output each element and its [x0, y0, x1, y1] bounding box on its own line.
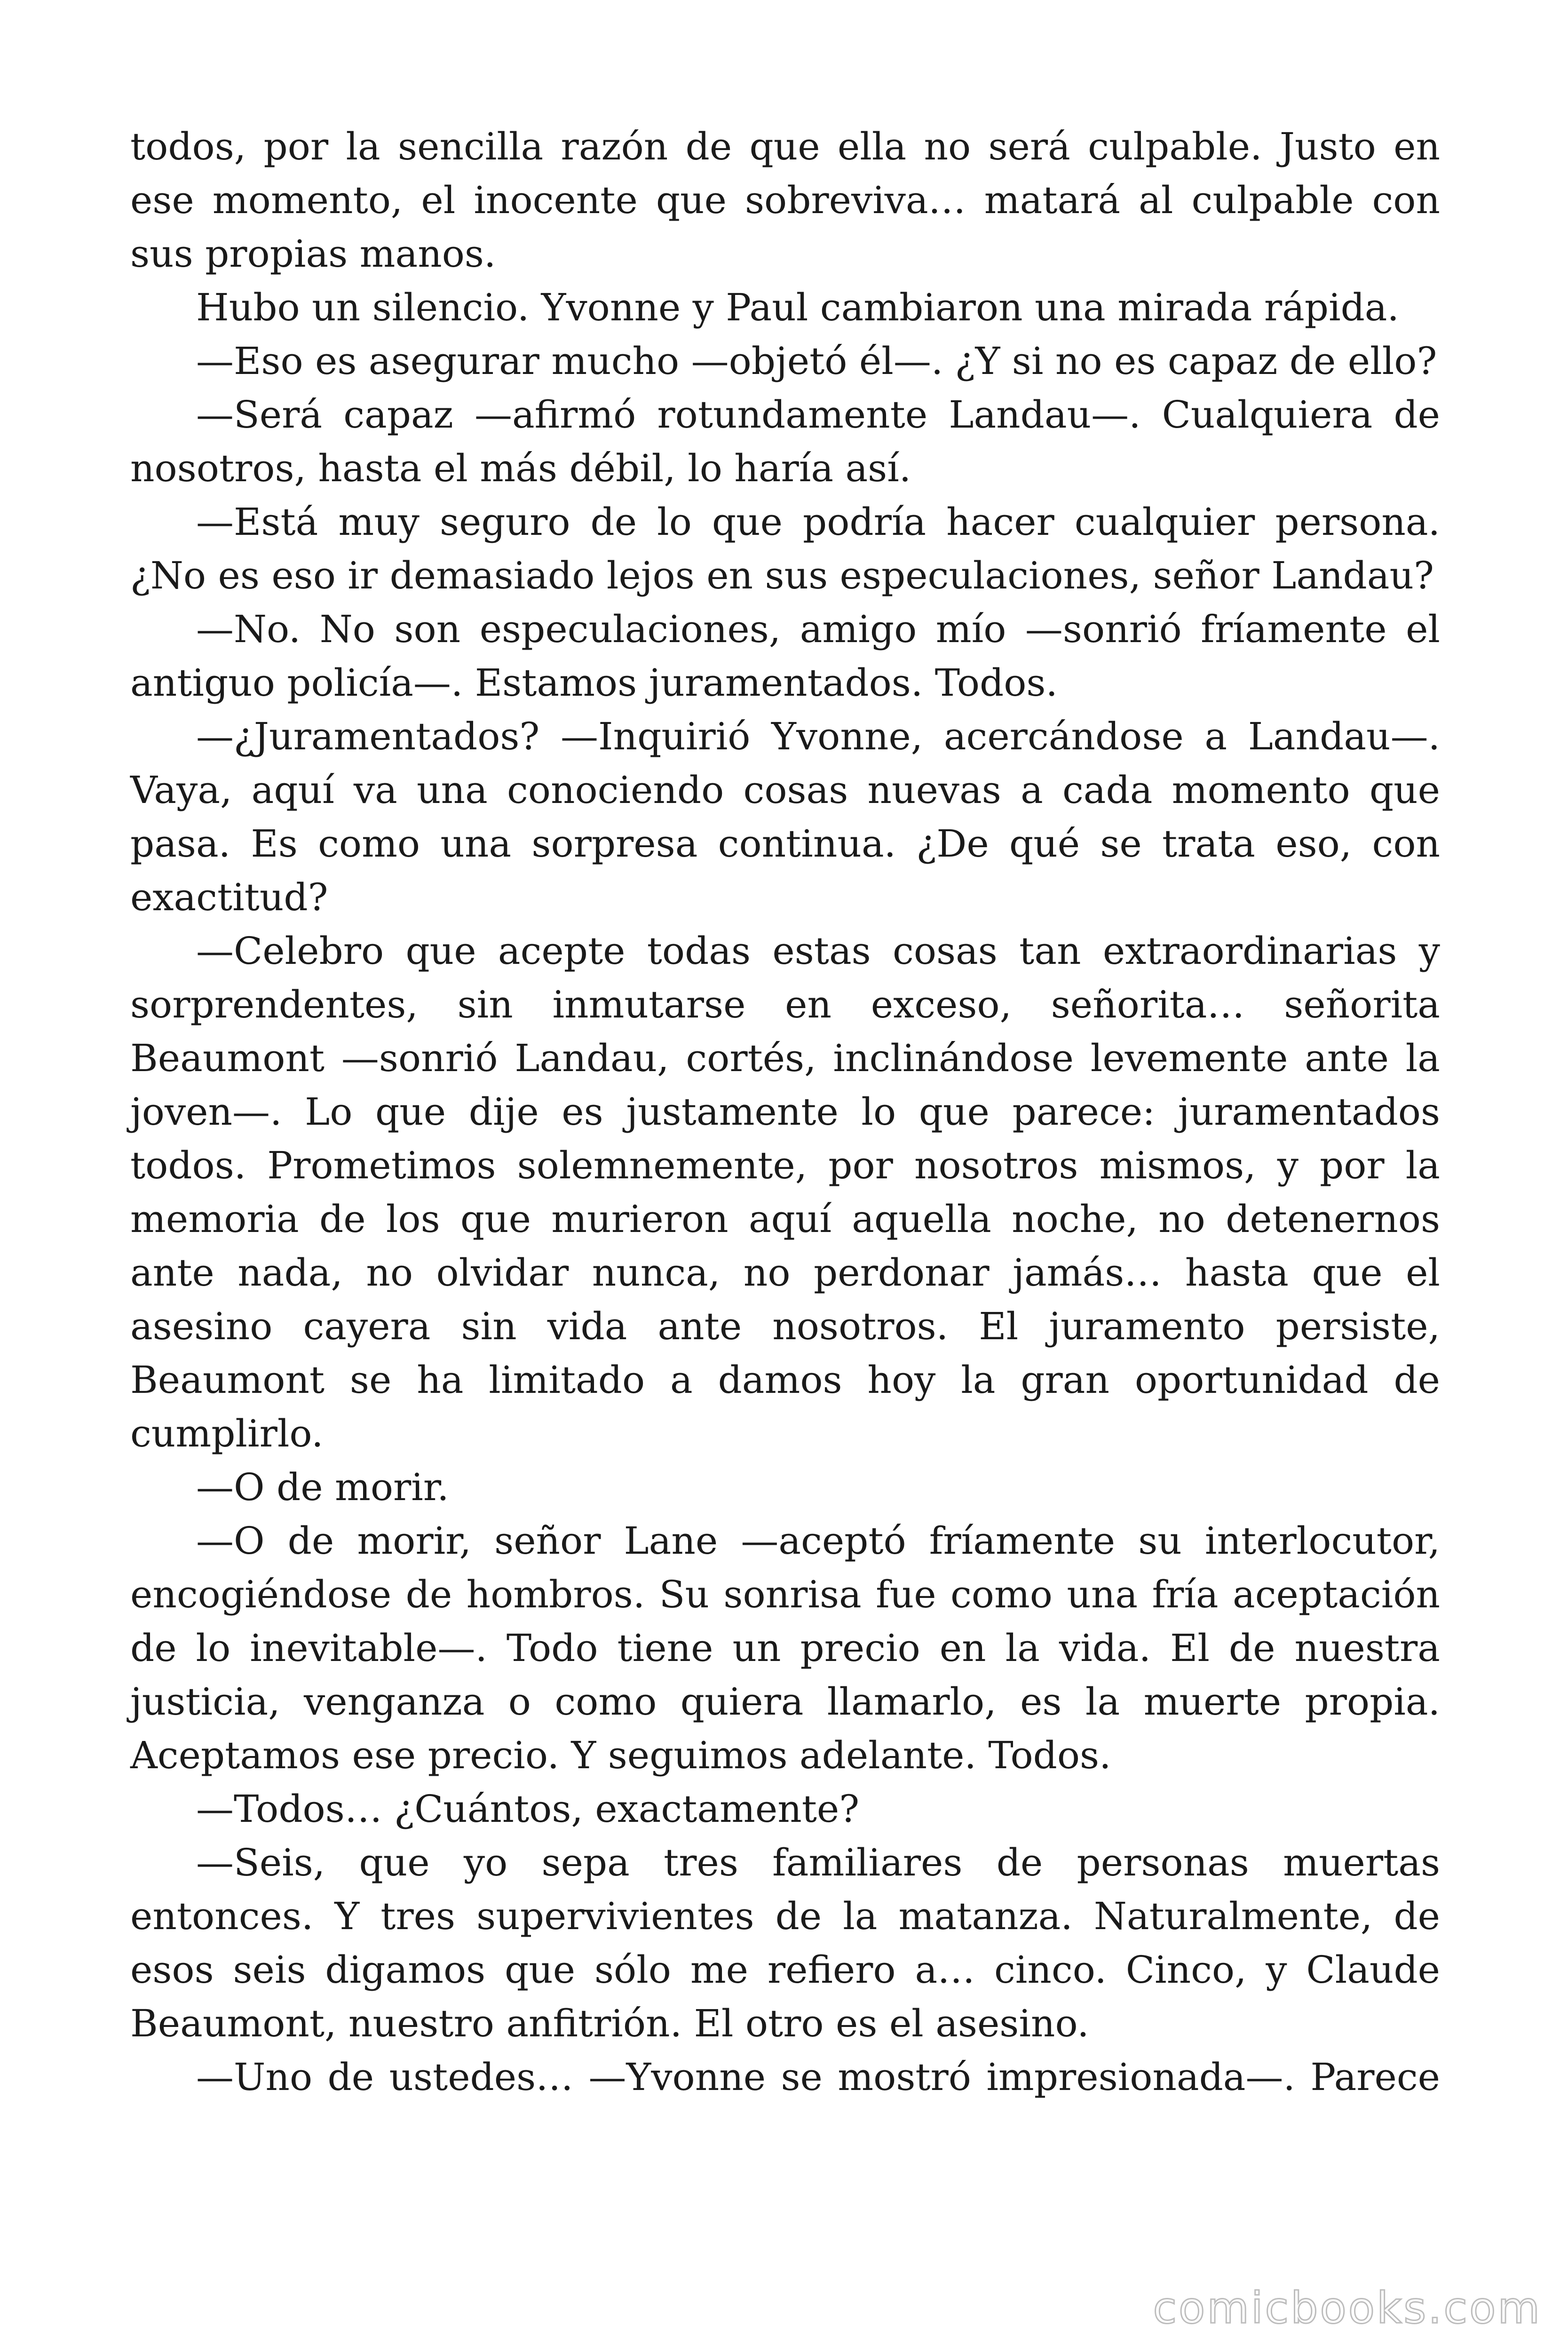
paragraph: —Eso es asegurar mucho —objetó él—. ¿Y si no es capaz de ello?: [196, 339, 1437, 383]
paragraph: todos, por la sencilla razón de que ella no será culpable. Justo en ese momento, el inocente que sobreviva… matará al culpable con sus propias manos.: [130, 125, 1440, 276]
paragraph: —Seis, que yo sepa tres familiares de personas muertas entonces. Y tres supervivientes de la matanza. Naturalmente, de esos seis digamos que sólo me refiero a… cinco. Cinco, y Claude Beaumont, nuestro anfitrión. El otro es el asesino.: [130, 1841, 1440, 2045]
paragraph: —Todos… ¿Cuántos, exactamente?: [196, 1787, 860, 1831]
paragraph: —Está muy seguro de lo que podría hacer cualquier persona. ¿No es eso ir demasiado lejos en sus especulaciones, señor Landau?: [130, 500, 1440, 597]
paragraph: —O de morir, señor Lane —aceptó fríamente su interlocutor, encogiéndose de hombros. Su sonrisa fue como una fría aceptación de lo inevitable—. Todo tiene un precio en la vida. El de nuestra justicia, venganza o como quiera llamarlo, es la muerte propia. Aceptamos ese precio. Y seguimos adelante. Todos.: [130, 1519, 1440, 1777]
paragraph: —Celebro que acepte todas estas cosas tan extraordinarias y sorprendentes, sin inmutarse en exceso, señorita… señorita Beaumont —sonrió Landau, cortés, inclinándose levemente ante la joven—. Lo que dije es justamente lo que parece: juramentados todos. Prometimos solemnemente, por nosotros mismos, y por la memoria de los que murieron aquí aquella noche, no detenernos ante nada, no olvidar nunca, no perdonar jamás… hasta que el asesino cayera sin vida ante nosotros. El juramento persiste, Beaumont se ha limitado a damos hoy la gran oportunidad de cumplirlo.: [130, 929, 1440, 1455]
watermark: comicbooks.com: [1153, 2283, 1542, 2333]
paragraph: —Será capaz —afirmó rotundamente Landau—. Cualquiera de nosotros, hasta el más débil, lo haría así.: [130, 393, 1440, 490]
paragraph: —No. No son especulaciones, amigo mío —sonrió fríamente el antiguo policía—. Estamos juramentados. Todos.: [130, 607, 1440, 705]
paragraph: —Uno de ustedes… —Yvonne se mostró impresionada—. Parece: [196, 2055, 1440, 2099]
paragraph: Hubo un silencio. Yvonne y Paul cambiaron una mirada rápida.: [196, 286, 1399, 329]
paragraph: —¿Juramentados? —Inquirió Yvonne, acercándose a Landau—. Vaya, aquí va una conociendo cosas nuevas a cada momento que pasa. Es como una sorpresa continua. ¿De qué se trata eso, con exactitud?: [130, 715, 1440, 919]
paragraph: —O de morir.: [196, 1465, 449, 1509]
text-block: [130, 120, 1440, 2104]
